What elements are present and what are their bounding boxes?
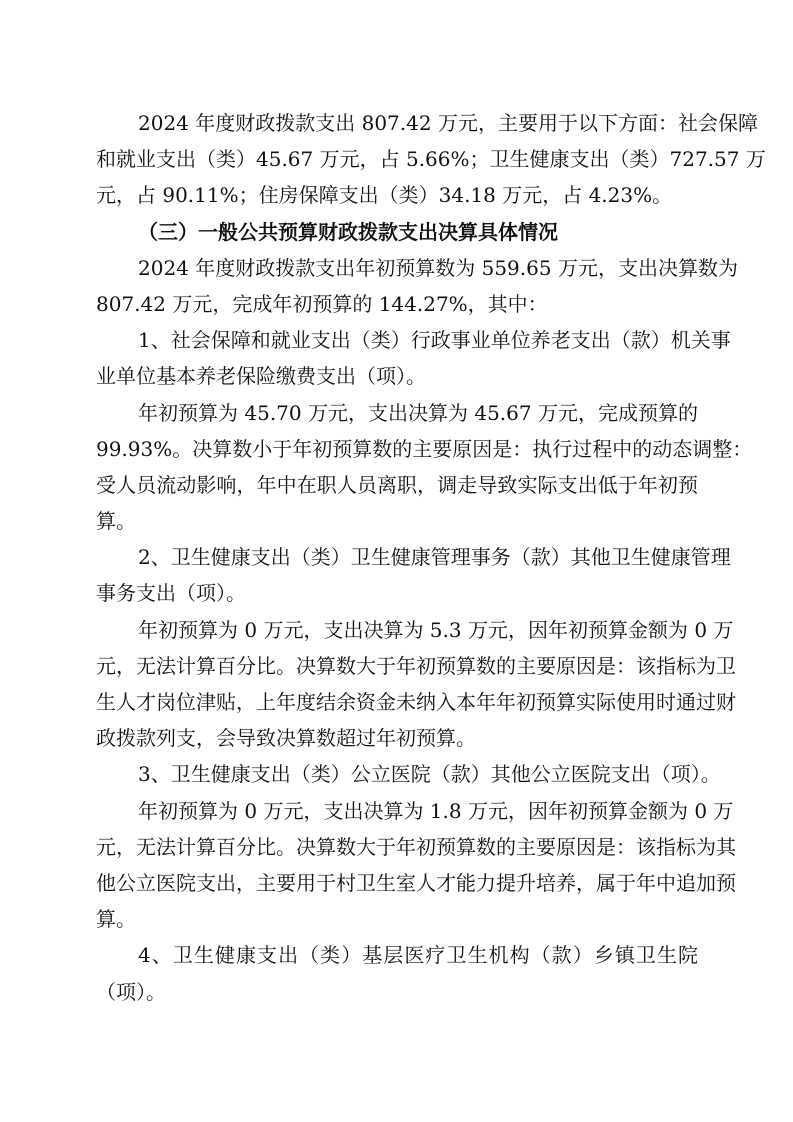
text-line: 2、卫生健康支出（类）卫生健康管理事务（款）其他卫生健康管理 [138, 545, 731, 570]
text-line: 1、社会保障和就业支出（类）行政事业单位养老支出（款）机关事 [138, 328, 731, 353]
paragraph [96, 793, 736, 938]
section-heading [96, 214, 698, 250]
paragraph [96, 250, 738, 322]
text-line: 元，占 90.11%；住房保障支出（类）34.18 万元，占 4.23%。 [96, 183, 673, 208]
paragraph [96, 105, 766, 214]
text-line: 3、卫生健康支出（类）公立医院（款）其他公立医院支出（项）。 [138, 762, 721, 787]
text-line: 生人才岗位津贴，上年度结余资金未纳入本年年初预算实际使用时通过财 [96, 690, 736, 714]
text-line: 元，无法计算百分比。决算数大于年初预算数的主要原因是：该指标为其 [96, 834, 736, 859]
paragraph [96, 612, 736, 757]
text-line: 算。 [96, 509, 136, 534]
text-line: 受人员流动影响，年中在职人员离职，调走导致实际支出低于年初预 [96, 472, 698, 497]
paragraph [96, 756, 721, 792]
text-line: 年初预算为 45.70 万元，支出决算为 45.67 万元，完成预算的 [138, 400, 698, 425]
paragraph [96, 322, 731, 394]
text-line: 年初预算为 0 万元，支出决算为 1.8 万元，因年初预算金额为 0 万 [138, 798, 734, 823]
paragraph [96, 539, 731, 611]
text-line: 和就业支出（类）45.67 万元，占 5.66%；卫生健康支出（类）727.57 万 [96, 147, 766, 172]
paragraph [96, 937, 698, 1009]
text-line: 算。 [96, 907, 136, 932]
text-line: 业单位基本养老保险缴费支出（项）。 [96, 364, 426, 389]
text-line: 2024 年度财政拨款支出年初预算数为 559.65 万元，支出决算数为 [138, 255, 738, 280]
text-line: 807.42 万元，完成年初预算的 144.27%，其中： [96, 291, 548, 316]
text-line: 元，无法计算百分比。决算数大于年初预算数的主要原因是：该指标为卫 [96, 653, 736, 678]
text-line: （三）一般公共预算财政拨款支出决算具体情况 [138, 219, 558, 244]
document-page [96, 105, 766, 1010]
text-line: 政拨款列支，会导致决算数超过年初预算。 [96, 726, 476, 751]
text-line: 99.93%。决算数小于年初预算数的主要原因是：执行过程中的动态调整： [96, 436, 753, 461]
text-line: （项）。 [96, 979, 166, 1004]
text-line: 他公立医院支出，主要用于村卫生室人才能力提升培养，属于年中追加预 [96, 870, 736, 895]
text-line: 4、卫生健康支出（类）基层医疗卫生机构（款）乡镇卫生院 [138, 943, 698, 968]
paragraph [96, 395, 753, 540]
text-line: 2024 年度财政拨款支出 807.42 万元，主要用于以下方面：社会保障 [138, 111, 758, 135]
text-line: 年初预算为 0 万元，支出决算为 5.3 万元，因年初预算金额为 0 万 [138, 617, 734, 642]
text-line: 事务支出（项）。 [96, 581, 246, 606]
